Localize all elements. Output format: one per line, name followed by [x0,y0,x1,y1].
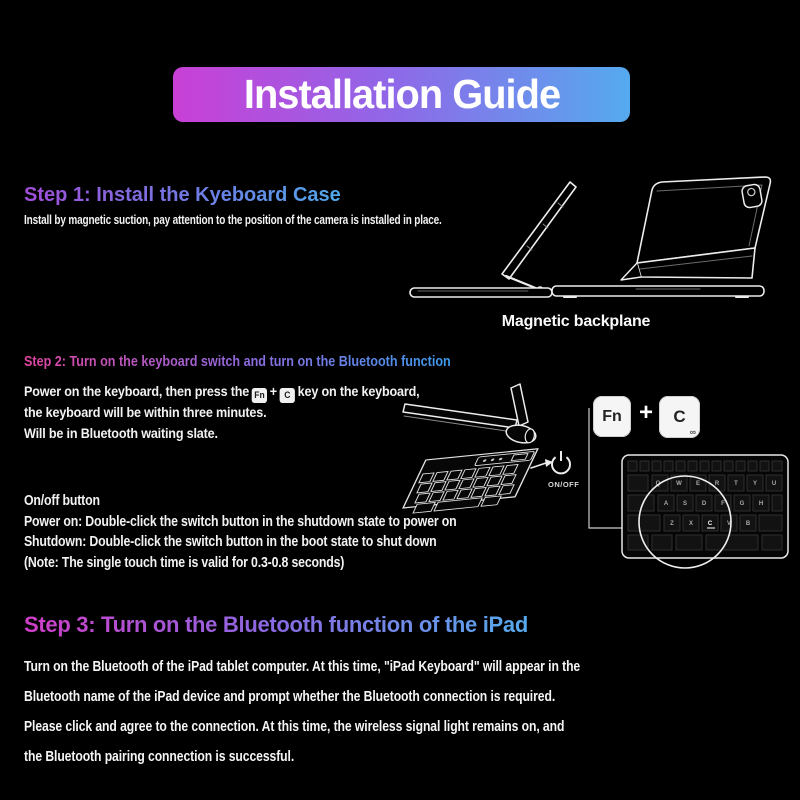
title-banner [173,67,630,122]
kb-key-letter: T [734,481,738,487]
kb-key-letter: H [758,501,764,507]
kb-key-letter: D [701,501,707,507]
kb-key-letter: B [745,521,751,527]
keyboard-zoom-drawing [622,455,788,568]
onoff-text-block [24,491,457,573]
kb-key-letter: U [771,481,777,487]
keyboard-case-side-view [410,182,576,297]
onoff-line-1: Power on: Double-click the switch button in the shutdown state to power on [24,513,457,530]
step3-paragraph [24,652,580,772]
kb-key-letter: V [726,521,732,527]
magnetic-backplane-caption: Magnetic backplane [501,313,651,330]
kb-key-letter-c: C [707,521,713,527]
fn-key-illustration: Fn [593,396,631,437]
kb-key-letter: R [714,481,720,487]
step2-body-line2: the keyboard will be within three minutes. [24,404,267,420]
bluetooth-link-icon: ∞ [689,427,696,437]
kb-key-letter: Z [670,521,674,527]
kb-key-letter: X [688,521,694,527]
kb-key-letter: A [663,501,669,507]
power-icon [552,451,570,473]
step3-line-3: Please click and agree to the connection. At this time, the wireless signal light remains on, and [24,719,565,735]
kb-key-letter: G [739,501,745,507]
page-title: Installation Guide [243,71,560,117]
onoff-label: ON/OFF [548,480,580,489]
kb-key-letter: W [676,481,682,487]
keyboard-case-back-view [552,177,770,297]
fn-key-chip-icon: Fn [252,388,267,403]
step3-heading: Step 3: Turn on the Bluetooth function of the iPad [24,612,528,637]
step3-line-4: the Bluetooth pairing connection is successful. [24,749,295,765]
kb-key-letter: F [721,501,725,507]
step2-body-line1: Power on the keyboard, then press the Fn + C key on the keyboard, [24,383,420,401]
onoff-title: On/off button [24,493,100,509]
step2-body-line3: Will be in Bluetooth waiting slate. [24,425,218,441]
step1-heading: Step 1: Install the Kyeboard Case [24,184,341,206]
kb-key-letter: Y [752,481,758,487]
kb-key-letter: E [695,481,701,487]
c-key-illustration: C ∞ [659,396,700,438]
step3-line-2: Bluetooth name of the iPad device and prompt whether the Bluetooth connection is required. [24,689,556,705]
step1-illustration [400,160,800,310]
camera-cutout [741,184,763,209]
step3-line-1: Turn on the Bluetooth of the iPad tablet computer. At this time, "iPad Keyboard" will appear in the [24,659,581,675]
kb-key-letter: Q [655,481,661,487]
onoff-line-3: (Note: The single touch time is valid for 0.3-0.8 seconds) [24,554,345,571]
step1-body: Install by magnetic suction, pay attention to the position of the camera is installed in place. [24,213,442,227]
kb-key-letter: S [682,501,688,507]
onoff-line-2: Shutdown: Double-click the switch button in the boot state to shut down [24,534,437,550]
c-key-chip-icon: C [280,388,295,403]
step2-body [24,381,419,444]
step2-heading: Step 2: Turn on the keyboard switch and turn on the Bluetooth function [24,353,451,370]
plus-sign: + [638,399,653,426]
